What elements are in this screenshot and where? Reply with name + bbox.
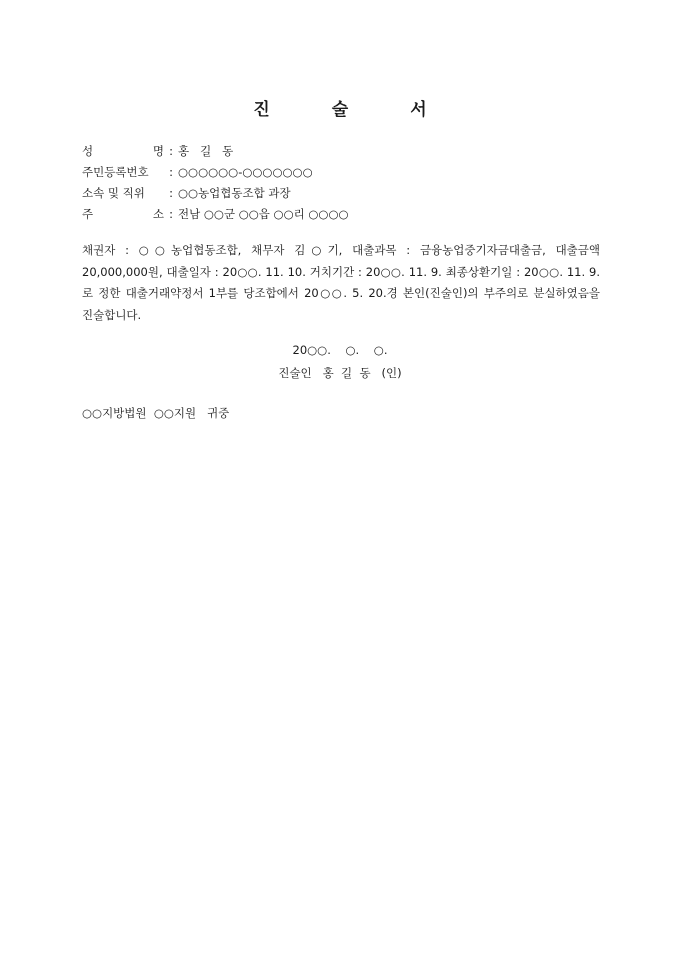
field-row-address xyxy=(82,204,349,225)
field-label-affiliation-text: 소속 및 직위 xyxy=(82,186,145,200)
field-value-address: 전남 ○○군 ○○읍 ○○리 ○○○○ xyxy=(178,207,349,221)
field-separator: : xyxy=(169,165,173,179)
signer-line: 진술인 홍 길 동 (인) xyxy=(278,366,402,380)
field-label-address-part-2: 소 xyxy=(152,207,164,221)
title-char-2: 술 xyxy=(331,100,349,120)
field-label-name-part-2: 명 xyxy=(152,144,164,158)
title-char-3: 서 xyxy=(410,100,427,120)
field-label-address xyxy=(82,204,164,225)
field-label-resident-number xyxy=(82,162,164,183)
field-label-address-part-1: 주 xyxy=(82,207,94,221)
document-title xyxy=(0,95,680,120)
field-row-name xyxy=(82,141,349,162)
recipient-court: ○○지방법원 ○○지원 귀중 xyxy=(82,406,230,420)
field-label-affiliation xyxy=(82,183,164,204)
title-char-1: 진 xyxy=(253,100,270,120)
field-label-name xyxy=(82,141,164,162)
field-separator: : xyxy=(169,186,173,200)
field-separator: : xyxy=(169,144,173,158)
field-value-name: 홍 길 동 xyxy=(178,144,234,158)
field-separator: : xyxy=(169,207,173,221)
personal-info-fields xyxy=(82,141,349,225)
statement-body: 채권자 : ○○농업협동조합, 채무자 김○기, 대출과목 : 금융농업중기자금대출금, 대출금액 20,000,000원, 대출일자 : 20○○. 11. 10. 거치기간 : 20○○. 11. 9. 최종상환기일 : 20○○. 11. 9.로 정한 대출거래약정서 1부를 당조합에서 20○○. 5. 20.경 본인(진술인)의 부주의로 분실하였음을 진술합니다. xyxy=(82,243,600,322)
field-value-affiliation: ○○농업협동조합 과장 xyxy=(178,186,291,200)
field-value-resident-number: ○○○○○○-○○○○○○○ xyxy=(178,165,313,179)
field-row-affiliation xyxy=(82,183,349,204)
field-label-name-part-1: 성 xyxy=(82,144,94,158)
field-label-resident-number-text: 주민등록번호 xyxy=(82,165,149,179)
statement-date: 20○○. ○. ○. xyxy=(292,343,388,357)
field-row-resident-number xyxy=(82,162,349,183)
